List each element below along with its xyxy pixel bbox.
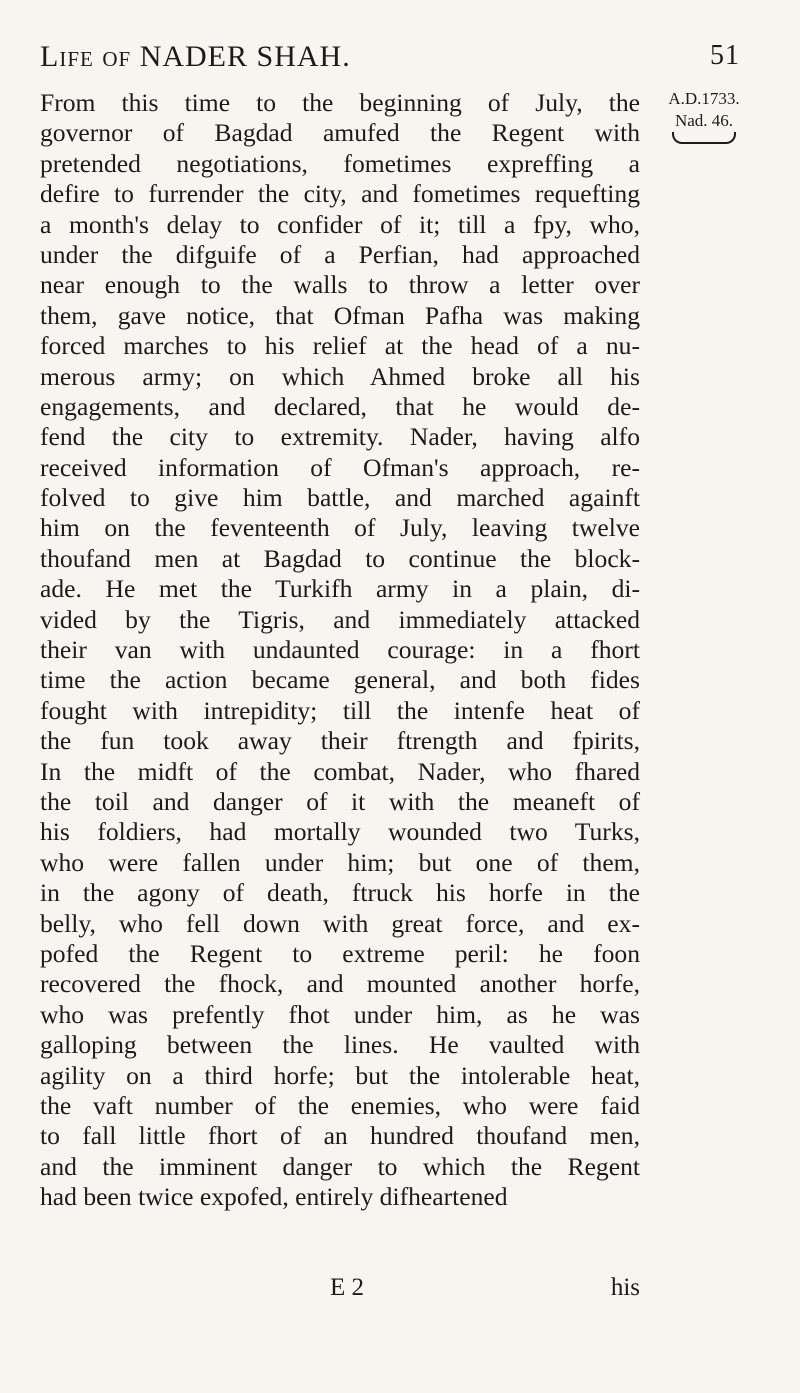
text-line: the toil and danger of it with the meaneft of: [40, 786, 640, 816]
text-line: and the imminent danger to which the Regent: [40, 1151, 640, 1181]
text-line: thoufand men at Bagdad to continue the block-: [40, 543, 640, 573]
text-line: the vaft number of the enemies, who were faid: [40, 1090, 640, 1120]
text-line: In the midft of the combat, Nader, who fhared: [40, 756, 640, 786]
text-line: under the difguife of a Perfian, had approached: [40, 239, 640, 269]
text-line: galloping between the lines. He vaulted with: [40, 1030, 640, 1060]
text-line: who was prefently fhot under him, as he was: [40, 999, 640, 1029]
text-line: him on the feventeenth of July, leaving twelve: [40, 513, 640, 543]
text-line: pretended negotiations, fometimes expreffing a: [40, 148, 640, 178]
running-title: [40, 40, 351, 74]
text-line: in the agony of death, ftruck his horfe in the: [40, 878, 640, 908]
text-line: engagements, and declared, that he would de-: [40, 391, 640, 421]
text-line: them, gave notice, that Ofman Pafha was making: [40, 300, 640, 330]
text-line: their van with undaunted courage: in a fhort: [40, 635, 640, 665]
text-line: governor of Bagdad amufed the Regent with: [40, 118, 640, 148]
body-text: [40, 88, 640, 1212]
margin-note: [644, 88, 764, 144]
text-line: pofed the Regent to extreme peril: he foon: [40, 938, 640, 968]
text-line: belly, who fell down with great force, and ex-: [40, 908, 640, 938]
text-line: agility on a third horfe; but the intolerable heat,: [40, 1060, 640, 1090]
page-footer: [40, 1274, 640, 1308]
page-number: 51: [710, 40, 740, 71]
running-header: [40, 40, 740, 90]
text-line: defire to furrender the city, and fometimes requefting: [40, 179, 640, 209]
text-line: the fun took away their ftrength and fpirits,: [40, 726, 640, 756]
signature-mark: E 2: [330, 1274, 365, 1301]
text-line: his foldiers, had mortally wounded two Turks,: [40, 817, 640, 847]
text-line: vided by the Tigris, and immediately attacked: [40, 604, 640, 634]
text-line: From this time to the beginning of July, the: [40, 88, 640, 117]
running-title-name: NADER SHAH.: [139, 40, 351, 73]
text-line: had been twice expofed, entirely difheartened: [40, 1182, 508, 1212]
text-line: who were fallen under him; but one of them,: [40, 847, 640, 877]
margin-note-year: Nad. 46.: [674, 111, 734, 130]
text-line: near enough to the walls to throw a letter over: [40, 270, 640, 300]
text-line: a month's delay to confider of it; till a fpy, who,: [40, 209, 640, 239]
text-line: time the action became general, and both fides: [40, 665, 640, 695]
text-line: ade. He met the Turkifh army in a plain, di-: [40, 574, 640, 604]
text-line: folved to give him battle, and marched againft: [40, 483, 640, 513]
text-line: forced marches to his relief at the head of a nu-: [40, 331, 640, 361]
text-line: fend the city to extremity. Nader, having alfo: [40, 422, 640, 452]
running-title-life: Life: [40, 40, 94, 73]
margin-note-date: A.D.1733.: [668, 89, 740, 108]
running-title-of: of: [102, 40, 132, 73]
text-line: fought with intrepidity; till the intenfe heat of: [40, 695, 640, 725]
text-line: recovered the fhock, and mounted another horfe,: [40, 969, 640, 999]
text-line: merous army; on which Ahmed broke all his: [40, 361, 640, 391]
catchword: his: [610, 1274, 640, 1301]
text-line: received information of Ofman's approach, re-: [40, 452, 640, 482]
text-line: to fall little fhort of an hundred thoufand men,: [40, 1121, 640, 1151]
margin-brace: [672, 132, 736, 144]
